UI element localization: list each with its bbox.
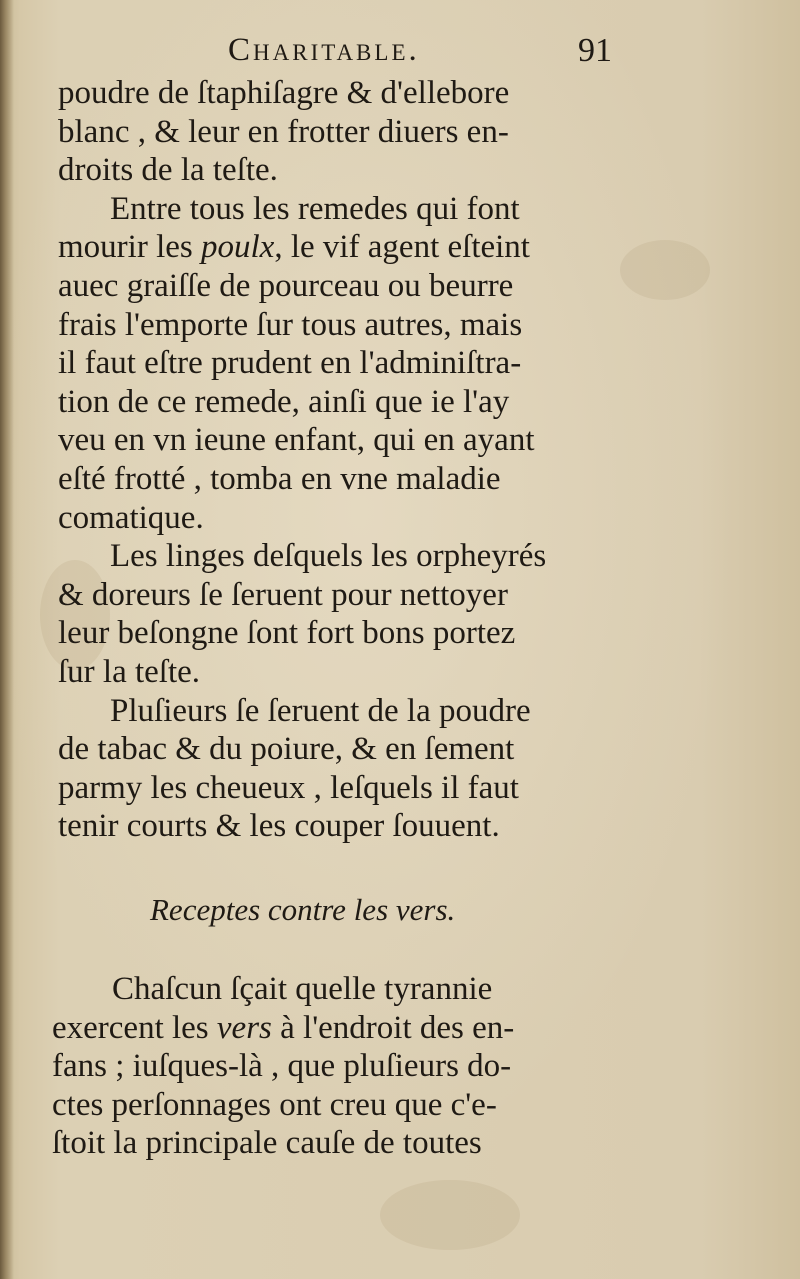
text-line	[52, 1009, 622, 1048]
text-line: de tabac & du poiure, & en ſement	[58, 731, 515, 768]
body-text	[58, 74, 618, 846]
text-line: Pluſieurs ſe ſeruent de la poudre	[110, 692, 531, 729]
text-line: & doreurs ſe ſeruent pour nettoyer	[58, 576, 508, 613]
text-line	[58, 228, 618, 267]
text-line: ctes perſonnages ont creu que c'e-	[52, 1086, 497, 1123]
text-line: tenir courts & les couper ſouuent.	[58, 808, 500, 845]
page-number: 91	[578, 32, 612, 69]
text-line: comatique.	[58, 499, 204, 536]
page-header	[0, 28, 800, 78]
text-line: frais l'emporte ſur tous autres, mais	[58, 306, 523, 343]
text-line: leur beſongne ſont fort bons portez	[58, 615, 516, 652]
text-line: eſté frotté , tomba en vne maladie	[58, 460, 501, 497]
text-line: ſur la teſte.	[58, 653, 201, 690]
italic-word: poulx	[200, 229, 275, 266]
section-text	[52, 970, 622, 1163]
text-line: tion de ce remede, ainſi que ie l'ay	[58, 383, 510, 420]
paper-stain	[380, 1180, 520, 1250]
text-line: ſtoit la principale cauſe de toutes	[52, 1125, 482, 1162]
text-line: blanc , & leur en frotter diuers en-	[58, 113, 509, 150]
page-gutter-shadow	[0, 0, 14, 1279]
text-line: fans ; iuſques-là , que pluſieurs do-	[52, 1048, 512, 1085]
text-fragment: à l'endroit des en-	[271, 1009, 515, 1046]
text-line: Les linges deſquels les orpheyrés	[110, 538, 547, 575]
text-line: droits de la teſte.	[58, 152, 278, 189]
text-fragment: exercent les	[52, 1009, 217, 1046]
text-line: il faut eſtre prudent en l'adminiſtra-	[58, 345, 522, 382]
text-line: Chaſcun ſçait quelle tyrannie	[112, 971, 493, 1007]
running-head: Charitable.	[228, 32, 420, 68]
text-line: Entre tous les remedes qui font	[110, 190, 520, 227]
italic-word: vers	[216, 1009, 272, 1046]
text-line: parmy les cheueux , leſquels il faut	[58, 769, 519, 806]
text-line: veu en vn ieune enfant, qui en ayant	[58, 422, 535, 459]
text-line: poudre de ſtaphiſagre & d'ellebore	[58, 75, 510, 111]
text-fragment: , le vif agent eſteint	[274, 229, 530, 266]
section-heading: Receptes contre les vers.	[150, 892, 456, 927]
text-fragment: mourir les	[58, 229, 201, 266]
text-line: auec graiſſe de pourceau ou beurre	[58, 267, 514, 304]
paper-stain	[620, 240, 710, 300]
